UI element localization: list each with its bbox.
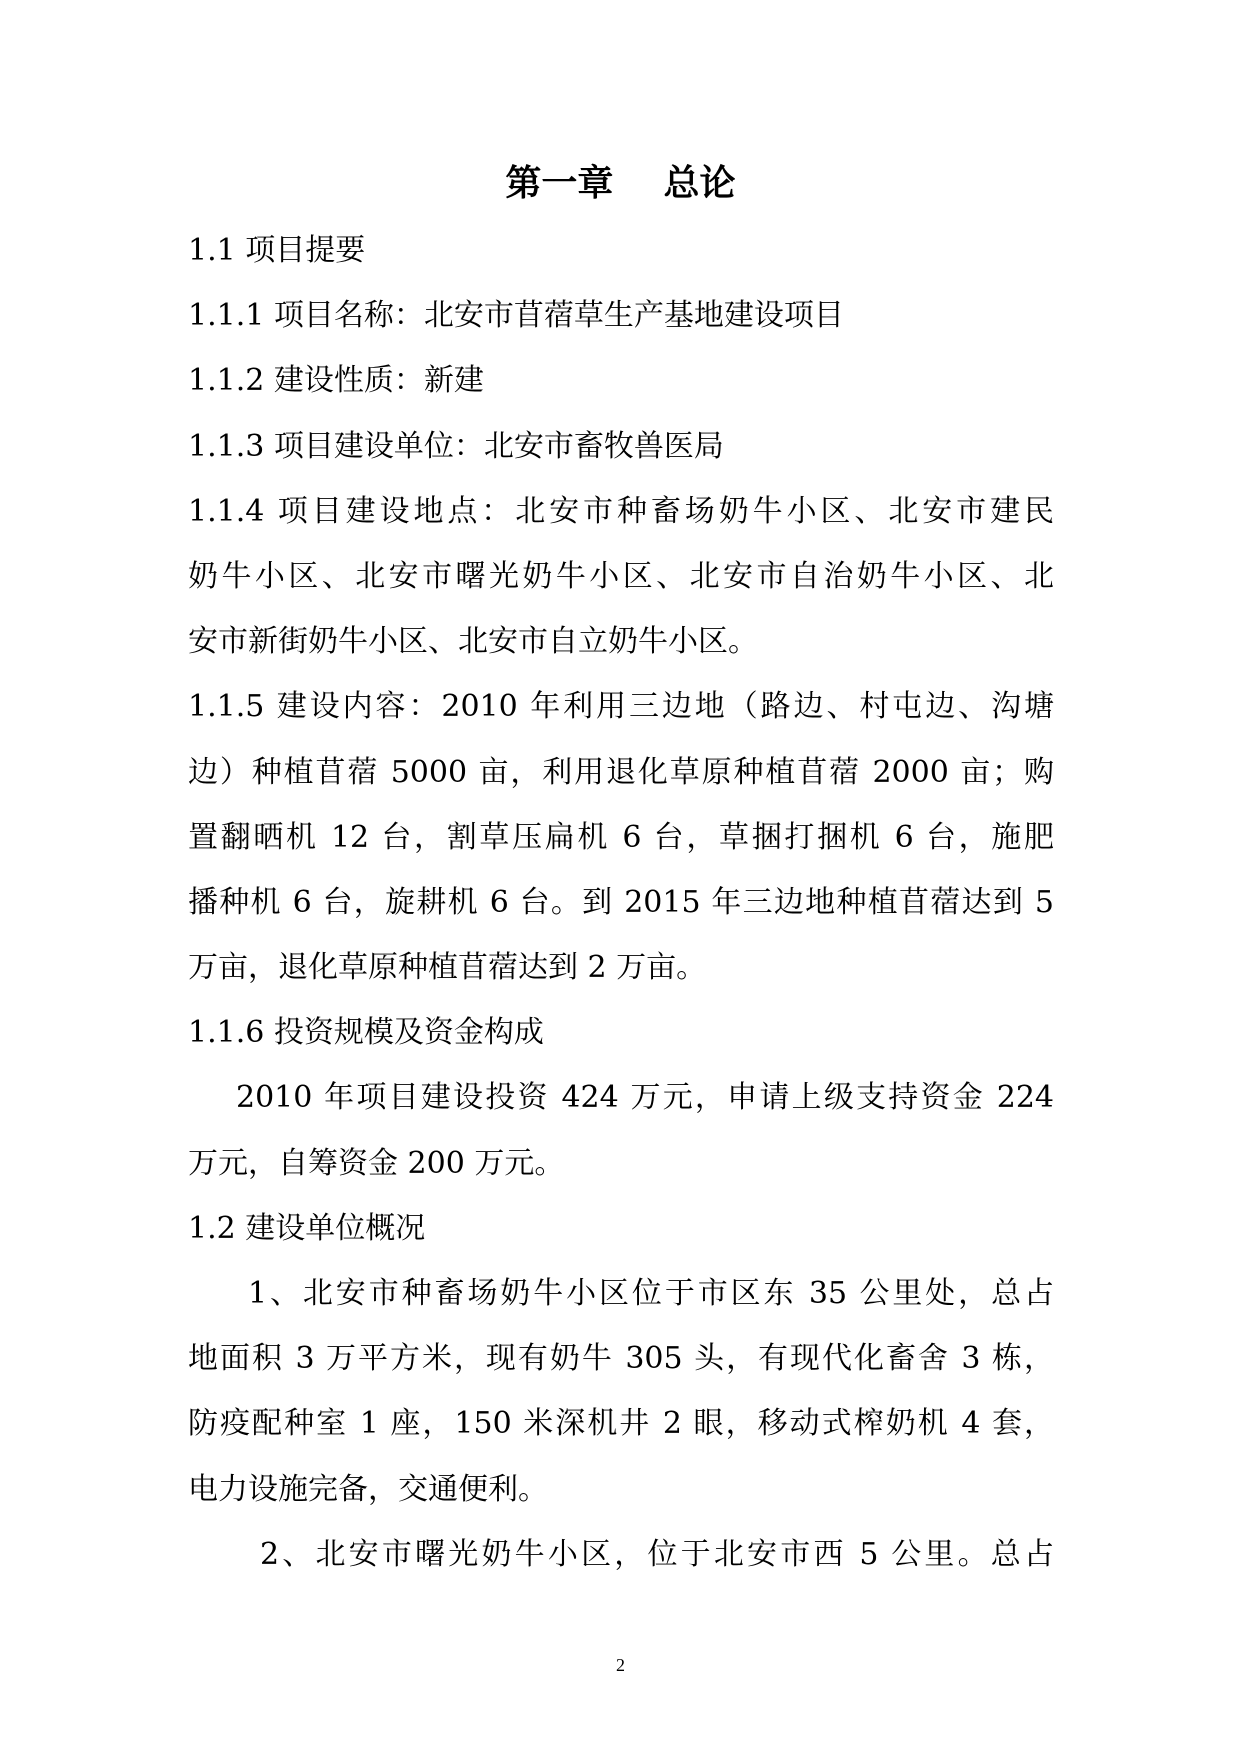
item-1-1-6: 1.1.6 投资规模及资金构成 <box>188 1015 544 1051</box>
unit-1-line-4: 电力设施完备，交通便利。 <box>188 1471 548 1507</box>
item-1-1-5-line-4: 播种机 6 台，旋耕机 6 台。到 2015 年三边地种植苜蓿达到 5 <box>188 884 1054 920</box>
item-1-1-5-line-3: 置翻晒机 12 台，割草压扁机 6 台，草捆打捆机 6 台，施肥 <box>188 819 1054 855</box>
page-number: 2 <box>616 1655 625 1675</box>
heading-1-1: 1.1 项目提要 <box>188 233 366 268</box>
item-1-1-5-line-5: 万亩，退化草原种植苜蓿达到 2 万亩。 <box>188 950 707 986</box>
item-1-1-2: 1.1.2 建设性质：新建 <box>188 363 484 399</box>
unit-1-line-3: 防疫配种室 1 座，150 米深机井 2 眼，移动式榨奶机 4 套， <box>188 1406 1054 1442</box>
heading-1-2: 1.2 建设单位概况 <box>188 1210 426 1246</box>
item-1-1-4-line-2: 奶牛小区、北安市曙光奶牛小区、北安市自治奶牛小区、北 <box>188 558 1054 594</box>
chapter-title: 第一章 总论 <box>505 162 736 204</box>
item-1-1-1: 1.1.1 项目名称：北安市苜蓿草生产基地建设项目 <box>188 298 844 334</box>
unit-1-line-2: 地面积 3 万平方米，现有奶牛 305 头，有现代化畜舍 3 栋， <box>188 1341 1054 1377</box>
item-1-1-4-line-1: 1.1.4 项目建设地点：北安市种畜场奶牛小区、北安市建民 <box>188 493 1054 529</box>
item-1-1-5-line-1: 1.1.5 建设内容：2010 年利用三边地（路边、村屯边、沟塘 <box>188 689 1054 725</box>
body-text <box>188 218 1054 1587</box>
item-1-1-5-line-2: 边）种植苜蓿 5000 亩，利用退化草原种植苜蓿 2000 亩；购 <box>188 754 1054 790</box>
item-1-1-4-line-3: 安市新街奶牛小区、北安市自立奶牛小区。 <box>188 624 758 660</box>
item-1-1-3: 1.1.3 项目建设单位：北安市畜牧兽医局 <box>188 428 724 464</box>
unit-2-line-1: 2、北安市曙光奶牛小区，位于北安市西 5 公里。总占 <box>260 1536 1054 1572</box>
investment-paragraph-line-2: 万元，自筹资金 200 万元。 <box>188 1145 565 1181</box>
investment-paragraph-line-1: 2010 年项目建设投资 424 万元，申请上级支持资金 224 <box>236 1080 1054 1116</box>
unit-1-line-1: 1、北安市种畜场奶牛小区位于市区东 35 公里处，总占 <box>248 1276 1054 1311</box>
